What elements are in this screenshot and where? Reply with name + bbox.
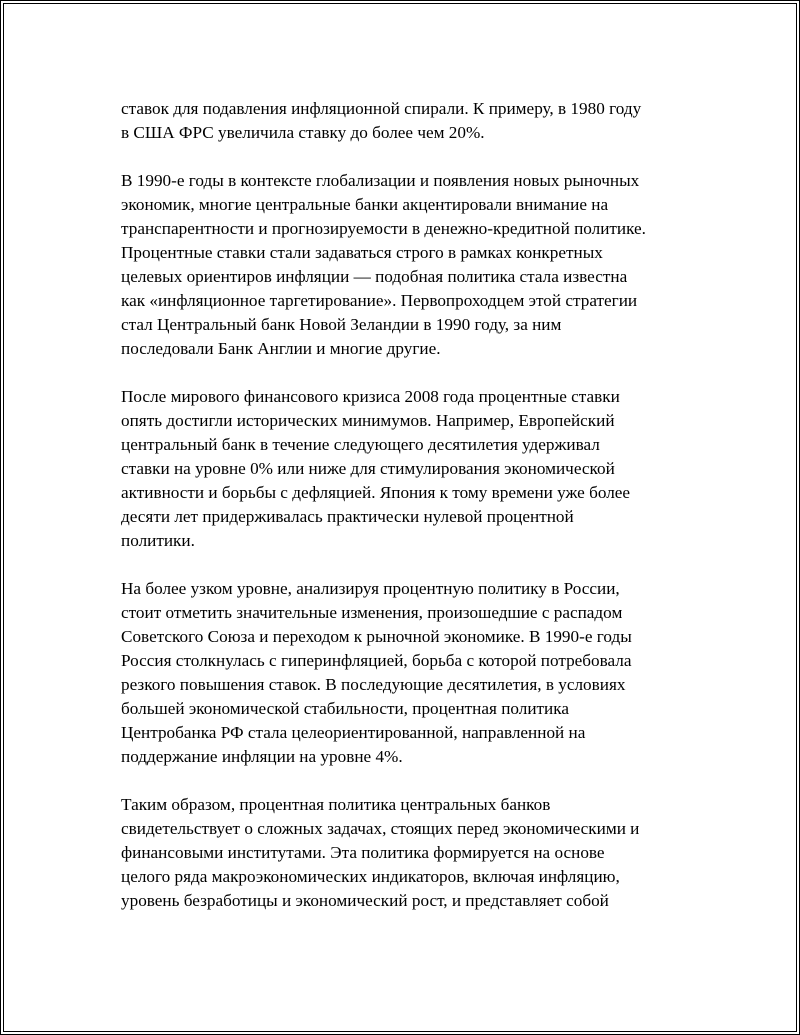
text-line: ставки на уровне 0% или ниже для стимулирования экономической bbox=[121, 459, 615, 478]
paragraph-3 bbox=[121, 385, 691, 553]
text-line: последовали Банк Англии и многие другие. bbox=[121, 339, 441, 358]
paragraph-2 bbox=[121, 169, 691, 361]
text-line: уровень безработицы и экономический рост, и представляет собой bbox=[121, 891, 609, 910]
text-line: На более узком уровне, анализируя процентную политику в России, bbox=[121, 579, 620, 598]
paragraph-4 bbox=[121, 577, 691, 769]
text-line: активности и борьбы с дефляцией. Япония к тому времени уже более bbox=[121, 483, 631, 502]
paragraph-1 bbox=[121, 97, 691, 145]
text-line: Процентные ставки стали задаваться строго в рамках конкретных bbox=[121, 243, 603, 262]
text-line: центральный банк в течение следующего десятилетия удерживал bbox=[121, 435, 600, 454]
text-line: транспарентности и прогнозируемости в денежно-кредитной политике. bbox=[121, 219, 646, 238]
text-line: политики. bbox=[121, 531, 195, 550]
text-line: резкого повышения ставок. В последующие десятилетия, в условиях bbox=[121, 675, 626, 694]
text-line: целевых ориентиров инфляции — подобная политика стала известна bbox=[121, 267, 628, 286]
text-line: В 1990-е годы в контексте глобализации и появления новых рыночных bbox=[121, 171, 640, 190]
text-line: После мирового финансового кризиса 2008 года процентные ставки bbox=[121, 387, 620, 406]
text-line: ставок для подавления инфляционной спирали. К примеру, в 1980 году bbox=[121, 99, 642, 118]
text-line: поддержание инфляции на уровне 4%. bbox=[121, 747, 403, 766]
text-line: Таким образом, процентная политика центральных банков bbox=[121, 795, 551, 814]
text-line: Советского Союза и переходом к рыночной экономике. В 1990-е годы bbox=[121, 627, 632, 646]
text-line: экономик, многие центральные банки акцентировали внимание на bbox=[121, 195, 609, 214]
paragraph-5 bbox=[121, 793, 691, 913]
text-line: как «инфляционное таргетирование». Первопроходцем этой стратегии bbox=[121, 291, 638, 310]
text-line: стал Центральный банк Новой Зеландии в 1990 году, за ним bbox=[121, 315, 562, 334]
text-line: финансовыми институтами. Эта политика формируется на основе bbox=[121, 843, 605, 862]
text-line: свидетельствует о сложных задачах, стоящих перед экономическими и bbox=[121, 819, 640, 838]
document-body bbox=[121, 97, 691, 937]
text-line: целого ряда макроэкономических индикаторов, включая инфляцию, bbox=[121, 867, 620, 886]
text-line: Россия столкнулась с гиперинфляцией, борьба с которой потребовала bbox=[121, 651, 632, 670]
text-line: в США ФРС увеличила ставку до более чем 20%. bbox=[121, 123, 485, 142]
text-line: Центробанка РФ стала целеориентированной, направленной на bbox=[121, 723, 586, 742]
text-line: большей экономической стабильности, процентная политика bbox=[121, 699, 569, 718]
text-line: стоит отметить значительные изменения, произошедшие с распадом bbox=[121, 603, 623, 622]
text-line: опять достигли исторических минимумов. Например, Европейский bbox=[121, 411, 615, 430]
text-line: десяти лет придерживалась практически нулевой процентной bbox=[121, 507, 574, 526]
